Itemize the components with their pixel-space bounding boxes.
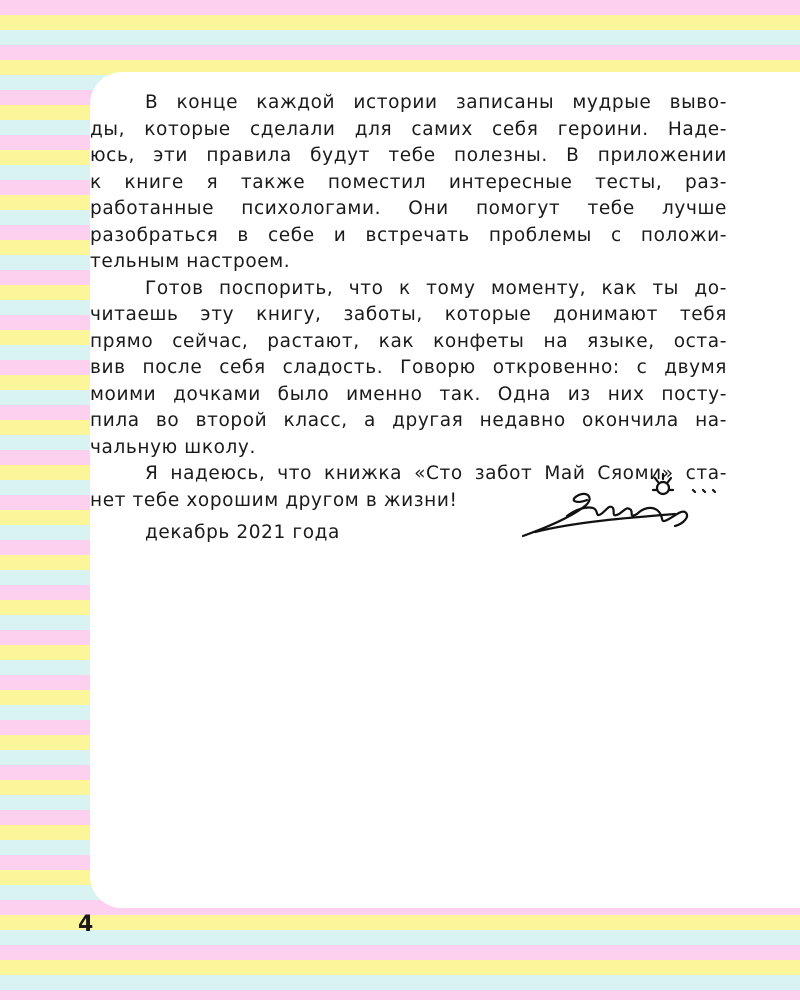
text-line: Готов поспорить, что к тому моменту, как ты до-	[145, 277, 727, 299]
paragraph-1	[90, 90, 727, 276]
text-line: чальную школу.	[90, 436, 256, 458]
text-line: вив после себя сладость. Говорю откровенно: с двумя	[90, 357, 727, 378]
body-text	[90, 90, 727, 514]
handwritten-signature-icon	[515, 470, 725, 550]
text-line: юсь, эти правила будут тебе полезны. В приложении	[90, 145, 727, 166]
page-number: 4	[78, 912, 94, 937]
text-line: В конце каждой истории записаны мудрые выво-	[145, 92, 727, 113]
text-line: читаешь эту книгу, заботы, которые донимают тебя	[90, 304, 727, 325]
text-line: прямо сейчас, растают, как конфеты на языке, оста-	[90, 330, 727, 352]
text-line: разобраться в себе и встречать проблемы с положи-	[90, 224, 727, 246]
text-line: тельным настроем.	[90, 251, 291, 272]
text-line: нет тебе хорошим другом в жизни!	[90, 489, 458, 511]
text-line: ды, которые сделали для самих себя героини. Наде-	[90, 118, 727, 140]
paragraph-2	[90, 276, 727, 462]
text-line: работанные психологами. Они помогут тебе лучше	[90, 198, 727, 219]
text-line: пила во второй класс, а другая недавно окончила на-	[90, 410, 727, 431]
text-line: Я надеюсь, что книжка «Сто забот Май Сяоми» ста-	[145, 463, 727, 484]
date-line: декабрь 2021 года	[145, 522, 340, 543]
text-line: моими дочками было именно так. Одна из них посту-	[90, 383, 727, 405]
text-line: к книге я также поместил интересные тесты, раз-	[90, 171, 727, 193]
